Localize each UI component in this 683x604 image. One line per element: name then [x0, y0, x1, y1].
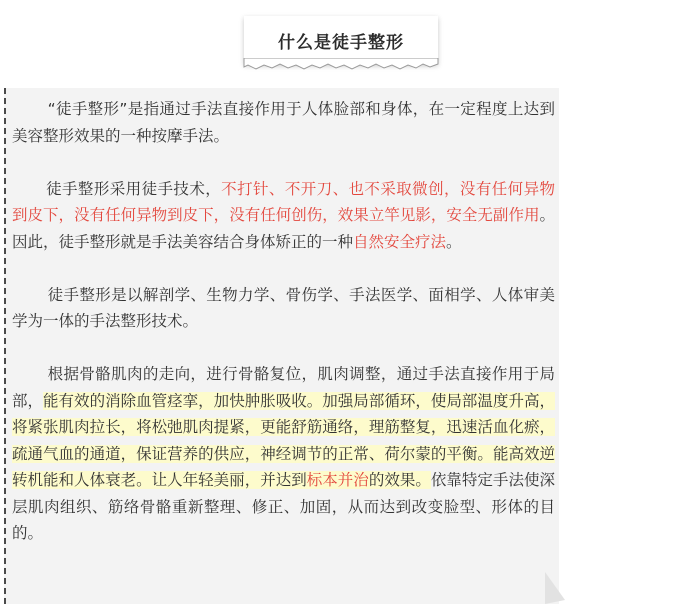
text-segment: 能有效的消除血管痉挛，加快肿胀吸收。加强局部循环，使局部温度升高，将紧张肌肉拉长，将松弛肌肉提紧，更能舒筋通络，理筋整复，迅速活血化瘀，疏通气血的通道，保证营养的供应，神经调节的正常、荷尔蒙的平衡。能高效逆转机能和人体衰老。让人年轻美丽，并达到: [12, 391, 555, 489]
text-segment: 依靠特定手法使深层肌肉组织、筋络骨骼重新整理、修正、加固，从而达到改变脸型、形体的目的。: [12, 471, 555, 542]
title-card: [240, 12, 442, 70]
page-title: 什么是徒手整形: [278, 32, 404, 53]
text-segment: “徒手整形”是指通过手法直接作用于人体脸部和身体，在一定程度上达到美容整形效果的一种按摩手法。: [12, 100, 555, 145]
title-box: [244, 16, 438, 64]
text-segment: 徒手整形是以解剖学、生物力学、骨伤学、手法医学、面相学、人体审美学为一体的手法整形技术。: [12, 285, 555, 330]
paragraph-technique: [12, 176, 555, 256]
paragraph-definition: [12, 96, 555, 149]
text-segment: 标本并治: [306, 471, 369, 489]
text-segment: 自然安全疗法: [353, 232, 447, 251]
text-segment: 徒手整形采用徒手技术，: [46, 179, 222, 198]
page-fold-corner: [545, 572, 565, 604]
text-segment: 。因此，徒手整形就是手法美容结合身体矫正的一种: [12, 206, 555, 251]
text-segment: 的效果。: [368, 471, 431, 489]
paragraph-method: [12, 361, 555, 547]
paragraph-disciplines: [12, 282, 555, 335]
torn-paper-edge: [240, 58, 442, 72]
text-segment: 不打针、不开刀、也不采取微创，没有任何异物到皮下，没有任何异物到皮下，没有任何创伤，效果立竿见影，安全无副作用: [12, 179, 555, 224]
text-segment: 根据骨骼肌肉的走向，进行骨骼复位，肌肉调整，通过手法直接作用于局部，: [12, 365, 555, 410]
article-body: [12, 96, 555, 573]
text-segment: 。: [446, 232, 462, 251]
